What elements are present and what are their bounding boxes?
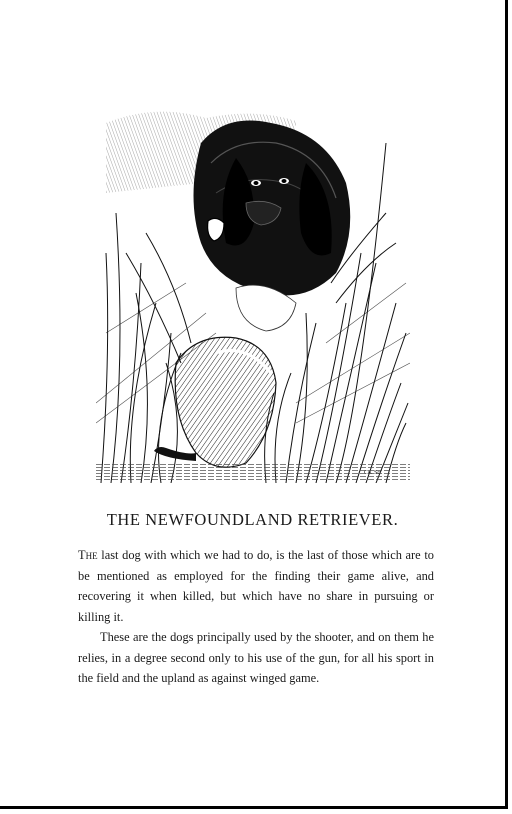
paragraph-2-text: These are the dogs principally used by the shooter, and on them he relies, in a degree second only to his use of the gun, for all his sport in the field and the upland as against winged game. [78, 630, 434, 685]
water [96, 463, 410, 481]
duck [175, 337, 276, 467]
drop-lead: The [78, 548, 98, 562]
paragraph-2 [78, 627, 434, 689]
paragraph-1-text: last dog with which we had to do, is the last of those which are to be mentioned as employed for the finding their game alive, and recovering it when killed, but which have no share in pursuing or killing it. [78, 548, 434, 624]
paragraph-1 [78, 545, 434, 627]
body-text [78, 545, 434, 689]
svg-text:Co. Sc: Co. Sc [364, 470, 381, 476]
newfoundland-retriever-engraving [96, 103, 410, 483]
illustration-caption: THE NEWFOUNDLAND RETRIEVER. [106, 510, 399, 529]
